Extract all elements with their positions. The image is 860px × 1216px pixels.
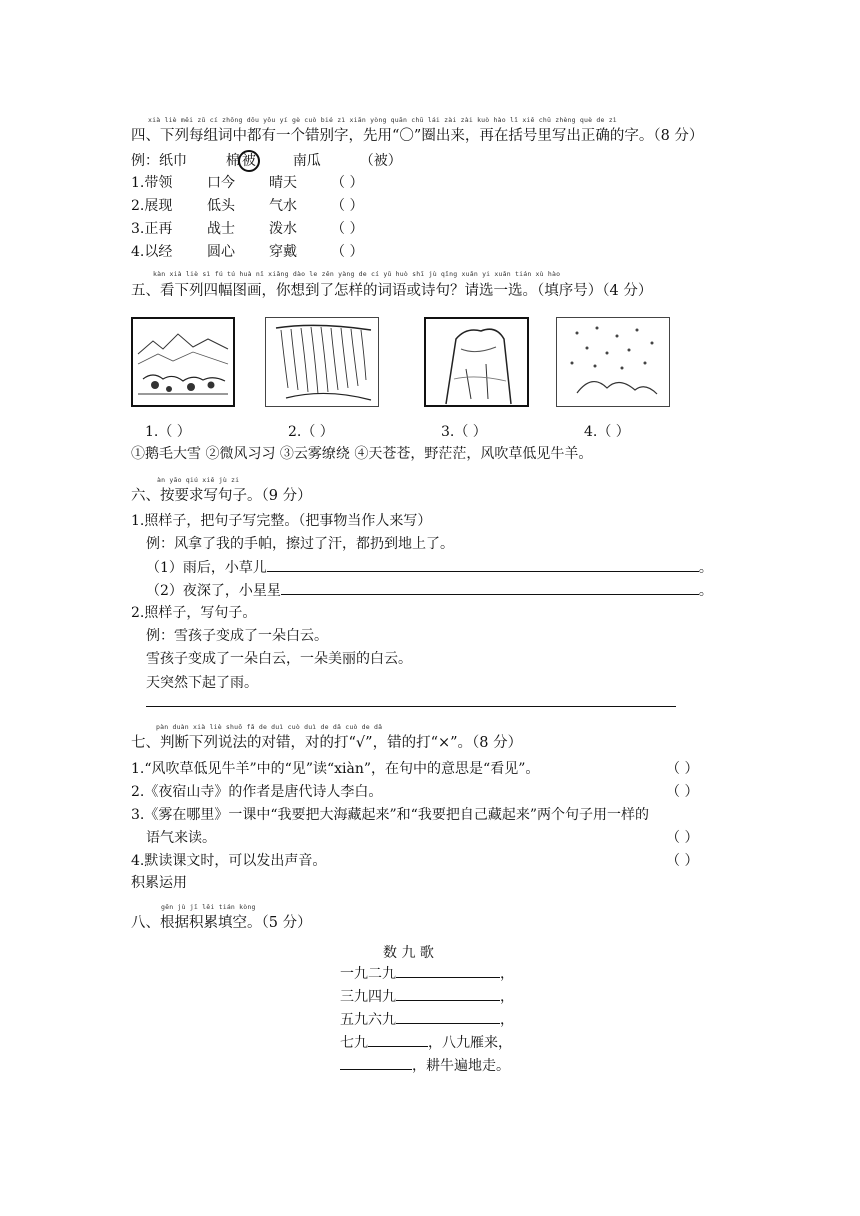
q6-title: 六、按要求写句子。（9 分） (131, 488, 312, 504)
poem-line-2: 三九四九 ， (340, 986, 514, 1007)
section-heading: 积累运用 (131, 875, 187, 891)
q7-bracket-2[interactable]: （ ） (666, 784, 699, 800)
poem-line-4: 七九 ，八九雁来， (340, 1032, 512, 1053)
picture-grassland (131, 317, 235, 407)
q7-item-3-cont: 语气来读。 (146, 830, 216, 846)
example-answer: （被） (359, 153, 402, 169)
answer-bracket[interactable]: （ ） (331, 221, 364, 237)
poem-title: 数 九 歌 (383, 945, 434, 961)
q5-answer-3[interactable]: 3.（ ） (441, 424, 487, 440)
answer-line[interactable] (267, 557, 699, 572)
answer-line[interactable] (281, 580, 699, 595)
q8-pinyin: gēn jù jī lěi tián kòng (161, 903, 256, 911)
poem-blank[interactable] (396, 1009, 500, 1024)
q6-part2-question: 天突然下起了雨。 (146, 675, 258, 691)
q7-bracket-4[interactable]: （ ） (666, 853, 699, 869)
poem-blank[interactable] (368, 1032, 428, 1047)
q6-part2-example2: 雪孩子变成了一朵白云，一朵美丽的白云。 (146, 651, 412, 667)
q5-answer-1[interactable]: 1.（ ） (145, 424, 191, 440)
picture-mountain-mist (424, 317, 529, 407)
q4-row-1: 1.带领 口今 晴天 （ ） (131, 175, 364, 191)
q5-options: ①鹅毛大雪 ②微风习习 ③云雾缭绕 ④天苍苍，野茫茫，风吹草低见牛羊。 (131, 446, 593, 462)
q4-row-3: 3.正再 战士 泼水 （ ） (131, 221, 364, 237)
q7-pinyin: pàn duàn xià liè shuō fǎ de duì cuò duì de dǎ cuò de dǎ (156, 723, 383, 731)
q6-part1: 1.照样子，把句子写完整。（把事物当作人来写） (131, 513, 432, 529)
q7-bracket-1[interactable]: （ ） (666, 761, 699, 777)
q7-item-3: 3.《雾在哪里》一课中“我要把大海藏起来”和“我要把自己藏起来”两个句子用一样的 (131, 807, 649, 823)
answer-bracket[interactable]: （ ） (331, 175, 364, 191)
q7-title: 七、判断下列说法的对错，对的打“√”，错的打“×”。（8 分） (131, 735, 523, 751)
q6-answer-line[interactable] (146, 706, 676, 707)
picture-snow (556, 317, 670, 407)
q5-answer-2[interactable]: 2.（ ） (288, 424, 334, 440)
q5-answer-4[interactable]: 4.（ ） (584, 424, 630, 440)
circled-char: 被 (238, 150, 260, 172)
poem-blank[interactable] (396, 963, 500, 978)
q5-title: 五、看下列四幅图画，你想到了怎样的词语或诗句？请选一选。（填序号）（4 分） (131, 283, 653, 299)
q4-row-4: 4.以经 圆心 穿戴 （ ） (131, 244, 364, 260)
q7-item-4: 4.默读课文时，可以发出声音。 (131, 853, 327, 869)
q6-part1-b: （2）夜深了，小星星 。 (146, 580, 713, 601)
q4-title: 四、下列每组词中都有一个错别字，先用“〇”圈出来，再在括号里写出正确的字。（8 分） (131, 128, 704, 144)
poem-blank[interactable] (396, 986, 500, 1001)
answer-bracket[interactable]: （ ） (331, 244, 364, 260)
poem-blank[interactable] (340, 1055, 412, 1070)
q4-example (131, 150, 402, 172)
q6-part1-a: （1）雨后，小草儿 。 (146, 557, 713, 578)
q4-row-2: 2.展现 低头 气水 （ ） (131, 198, 364, 214)
poem-line-5: ，耕牛遍地走。 (340, 1055, 510, 1076)
q7-bracket-3[interactable]: （ ） (666, 830, 699, 846)
q4-pinyin: xià liè měi zǔ cí zhōng dōu yǒu yí gè cuò bié zì xiān yòng quān chū lái zài zài kuò hào lǐ xiě chū zhèng què de zì (148, 116, 617, 124)
q8-title: 八、根据积累填空。（5 分） (131, 915, 312, 931)
q6-part2: 2.照样子，写句子。 (131, 605, 257, 621)
poem-line-3: 五九六九 ， (340, 1009, 514, 1030)
example-word2: 棉 被 (226, 153, 260, 169)
example-word3: 南瓜 (292, 153, 321, 169)
picture-willow (265, 317, 379, 407)
q7-item-2: 2.《夜宿山寺》的作者是唐代诗人李白。 (131, 784, 383, 800)
q6-pinyin: àn yāo qiú xiě jù zi (157, 476, 240, 484)
q5-pinyin: kàn xià liè sì fú tú huà nǐ xiǎng dào le zěn yàng de cí yǔ huò shī jù qǐng xuǎn yi xuǎn tián xù hào (153, 270, 561, 278)
q6-part1-example: 例：风拿了我的手帕，擦过了汗，都扔到地上了。 (146, 536, 454, 552)
poem-line-1: 一九二九 ， (340, 963, 514, 984)
example-word1: 例：纸巾 (131, 153, 187, 169)
q6-part2-example: 例：雪孩子变成了一朵白云。 (146, 628, 328, 644)
q7-item-1: 1.“风吹草低见牛羊”中的“见”读“xiàn”，在句中的意思是“看见”。 (131, 761, 540, 777)
answer-bracket[interactable]: （ ） (331, 198, 364, 214)
